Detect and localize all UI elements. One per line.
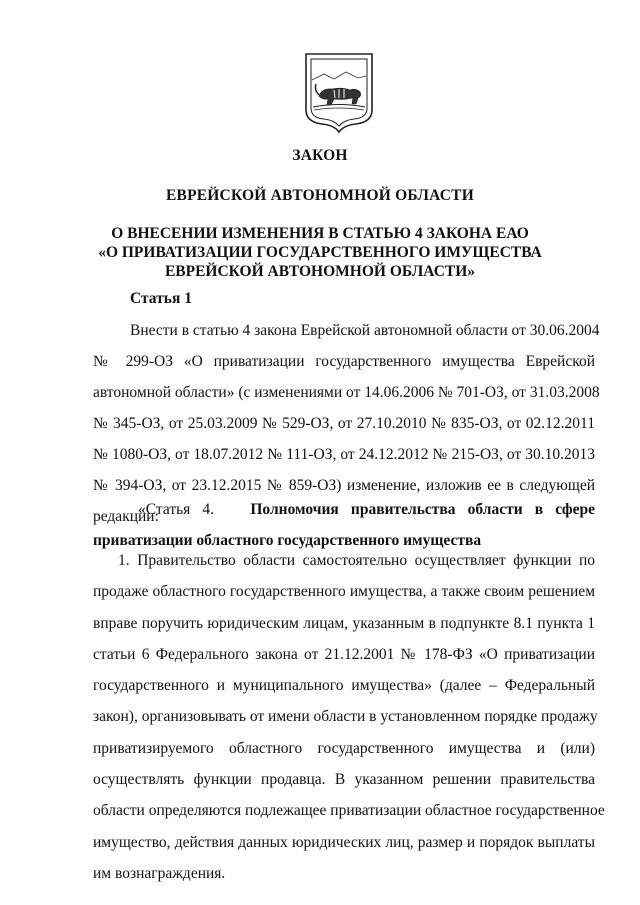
text-line: [93, 494, 595, 525]
text-line: № 394-ОЗ, от 23.12.2015 № 859-ОЗ) изменение, изложив ее в следующей: [93, 477, 595, 494]
document-subject: [0, 224, 640, 281]
text-line: закон), организовывать от имени области в установленном порядке продажу: [93, 708, 598, 726]
text-line: приватизации областного государственного имущества: [93, 532, 482, 549]
text-line: Внести в статью 4 закона Еврейской автономной области от 30.06.2004: [130, 322, 600, 339]
text-line: редакции:: [93, 508, 159, 525]
article-4-title: Полномочия правительства области в сфере: [250, 501, 595, 518]
article-4-prefix: «Статья 4.: [138, 501, 215, 518]
text-line: продаже областного государственного имущества, а также своим решением: [93, 583, 595, 601]
subject-line: ЕВРЕЙСКОЙ АВТОНОМНОЙ ОБЛАСТИ»: [164, 263, 476, 280]
subject-line: О ВНЕСЕНИИ ИЗМЕНЕНИЯ В СТАТЬЮ 4 ЗАКОНА ЕАО: [111, 225, 529, 242]
text-line: вправе поручить юридическим лицам, указанным в подпункте 8.1 пункта 1: [93, 614, 595, 632]
clause-1-text: [93, 545, 605, 889]
document-type: ЗАКОН: [292, 147, 348, 164]
article-1-heading: Статья 1: [130, 290, 192, 307]
text-line: государственного и муниципального имущества» (далее – Федеральный: [93, 677, 595, 695]
text-line: области определяются подлежащее приватизации областное государственное: [93, 802, 605, 820]
text-line: № 345-ОЗ, от 25.03.2009 № 529-ОЗ, от 27.10.2010 № 835-ОЗ, от 02.12.2011: [93, 415, 595, 432]
text-line: автономной области» (с изменениями от 14.06.2006 № 701-ОЗ, от 31.03.2008: [93, 384, 600, 401]
text-line: имущество, действия данных юридических лиц, размер и порядок выплаты: [93, 833, 595, 851]
text-line: 1. Правительство области самостоятельно осуществляет функции по: [118, 552, 595, 569]
text-line: им вознаграждения.: [93, 864, 226, 882]
text-line: статьи 6 Федерального закона от 21.12.2001 № 178-ФЗ «О приватизации: [93, 645, 595, 663]
text-line: осуществлять функции продавца. В указанном решении правительства: [93, 771, 595, 789]
tiger-coat-of-arms-icon: [304, 52, 374, 134]
text-line: приватизируемого областного государственного имущества и (или): [93, 739, 595, 757]
text-line: № 299-ОЗ «О приватизации государственного имущества Еврейской: [93, 353, 595, 370]
subject-line: «О ПРИВАТИЗАЦИИ ГОСУДАРСТВЕННОГО ИМУЩЕСТВА: [98, 244, 542, 261]
issuing-region: ЕВРЕЙСКОЙ АВТОНОМНОЙ ОБЛАСТИ: [166, 187, 474, 204]
text-line: № 1080-ОЗ, от 18.07.2012 № 111-ОЗ, от 24.12.2012 № 215-ОЗ, от 30.10.2013: [93, 446, 595, 463]
